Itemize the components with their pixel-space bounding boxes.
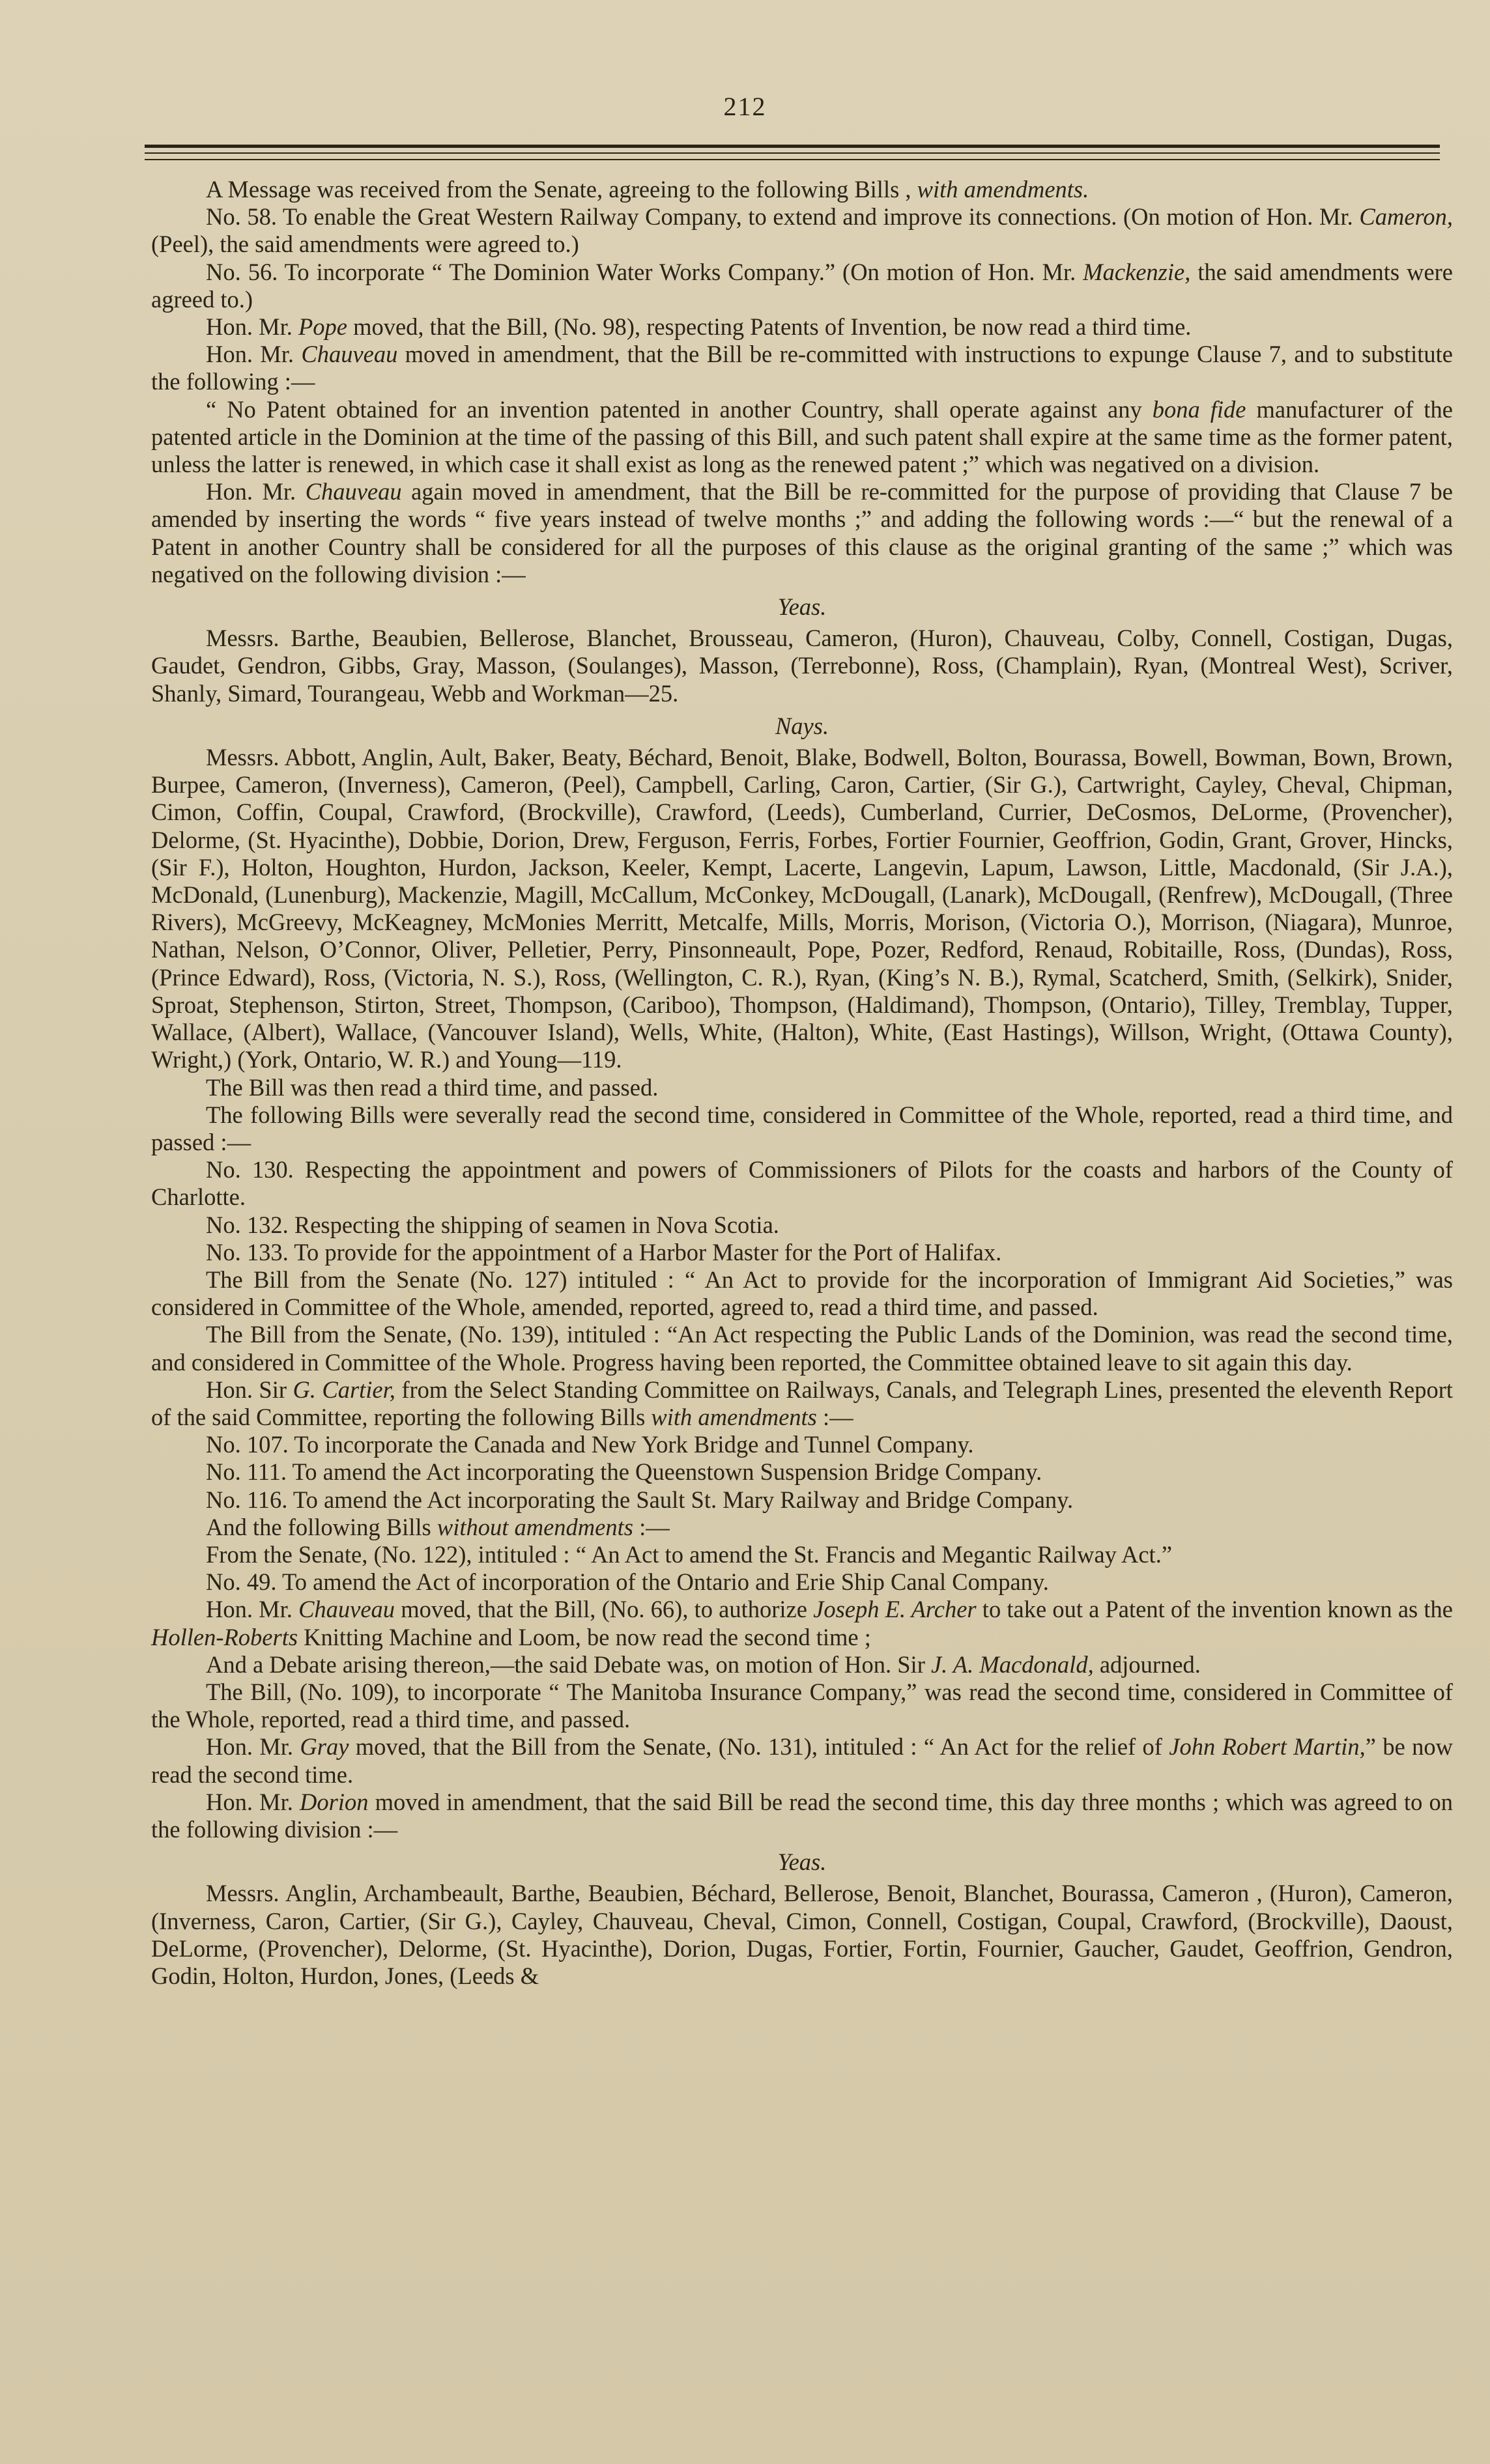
italic-text: with amendments. <box>917 176 1089 203</box>
text-run: And the following Bills <box>206 1513 437 1540</box>
italic-text: without amendments <box>437 1513 633 1540</box>
member-list <box>151 1880 1453 1990</box>
paragraph <box>151 1074 1453 1101</box>
paragraph <box>151 1431 1453 1458</box>
text-run: :— <box>816 1403 853 1430</box>
text-run: Hon. Mr. <box>206 478 306 505</box>
text-run: (Peel), the said amendments were agreed to.) <box>151 231 579 258</box>
italic-text: G. Cartier, <box>293 1376 395 1403</box>
text-run: ” be now read the second time. <box>151 1733 1454 1788</box>
journal-text <box>151 176 1453 1990</box>
header-rule-thin-lower <box>145 159 1440 160</box>
text-run: from the Select Standing Committee on Railways, Canals, and Telegraph Lines, presented the eleventh Report of the said Committee, reporting the following Bills <box>151 1376 1453 1430</box>
division-heading <box>151 713 1453 740</box>
text-run: Hon. Sir <box>206 1376 293 1403</box>
division-heading <box>151 1848 1453 1876</box>
paragraph <box>151 1376 1453 1431</box>
text-run: Messrs. Anglin, Archambeault, Barthe, Beaubien, Béchard, Bellerose, Benoit, Blanchet, Bourassa, Cameron , (Huron), Cameron, (Inverness, Caron, Cartier, (Sir G.), Cayley, Chauveau, Cheval, Cimon, Connell, Costigan, Coupal, Crawford, (Brockville), Daoust, DeLorme, (Provencher), Delorme, (St. Hyacinthe), Dorion, Dugas, Fortier, Fortin, Fournier, Gaucher, Gaudet, Geoffrion, Gendron, Godin, Holton, Hurdon, Jones, (Leeds & <box>151 1880 1453 1989</box>
paragraph <box>151 1266 1453 1321</box>
italic-text: Chauveau <box>301 341 398 368</box>
paragraph <box>151 259 1453 313</box>
text-run: The Bill, (No. 109), to incorporate “ The Manitoba Insurance Company,” was read the second time, considered in Committee of the Whole, reported, read a third time, and passed. <box>151 1678 1453 1733</box>
text-run: No. 132. Respecting the shipping of seamen in Nova Scotia. <box>206 1211 779 1238</box>
paragraph <box>151 1596 1453 1650</box>
text-run: moved in amendment, that the said Bill be read the second time, this day three months ; which was agreed to on the following division :— <box>151 1788 1453 1843</box>
text-run: No. 49. To amend the Act of incorporation of the Ontario and Erie Ship Canal Company. <box>206 1568 1049 1596</box>
header-rule-thick <box>145 145 1440 148</box>
paragraph <box>151 1486 1453 1514</box>
paragraph <box>151 1458 1453 1486</box>
text-run: moved, that the Bill, (No. 66), to authorize <box>395 1596 814 1623</box>
italic-text: with amendments <box>651 1403 817 1430</box>
text-run: moved in amendment, that the Bill be re-committed with instructions to expunge Clause 7, and to substitute the following :— <box>151 341 1453 395</box>
division-heading <box>151 593 1453 621</box>
text-run: Messrs. Barthe, Beaubien, Bellerose, Blanchet, Brousseau, Cameron, (Huron), Chauveau, Colby, Connell, Costigan, Dugas, Gaudet, Gendron, Gibbs, Gray, Masson, (Soulanges), Masson, (Terrebonne), Ross, (Champlain), Ryan, (Montreal West), Scriver, Shanly, Simard, Tourangeau, Webb and Workman—25. <box>151 625 1453 707</box>
text-run: to take out a Patent of the invention known as the <box>976 1596 1454 1623</box>
text-run: Messrs. Abbott, Anglin, Ault, Baker, Beaty, Béchard, Benoit, Blake, Bodwell, Bolton, Bourassa, Bowell, Bowman, Bown, Brown, Burpee, Cameron, (Inverness), Cameron, (Peel), Campbell, Carling, Caron, Cartier, (Sir G.), Cartwright, Cayley, Cheval, Chipman, Cimon, Coffin, Coupal, Crawford, (Brockville), Crawford, (Leeds), Cumberland, Currier, DeCosmos, DeLorme, (Provencher), Delorme, (St. Hyacinthe), Dobbie, Dorion, Drew, Ferguson, Ferris, Forbes, Fortier Fournier, Geoffrion, Godin, Grant, Grover, Hincks, (Sir F.), Holton, Houghton, Hurdon, Jackson, Keeler, Kempt, Lacerte, Langevin, Lapum, Lawson, Little, Macdonald, (Sir J.A.), McDonald, (Lunenburg), Mackenzie, Magill, McCallum, McConkey, McDougall, (Lanark), McDougall, (Renfrew), McDougall, (Three Rivers), McGreevy, McKeagney, McMonies Merritt, Metcalfe, Mills, Morris, Morison, (Victoria O.), Morrison, (Niagara), Munroe, Nathan, Nelson, O’Connor, Oliver, Pelletier, Perry, Pinsonneault, Pope, Pozer, Redford, Renaud, Robitaille, Ross, (Dundas), Ross, (Prince Edward), Ross, (Victoria, N. S.), Ross, (Wellington, C. R.), Ryan, (King’s N. B.), Rymal, Scatcherd, Smith, (Selkirk), Snider, Sproat, Stephenson, Stirton, Street, Thompson, (Cariboo), Thompson, (Haldimand), Thompson, (Ontario), Tilley, Tremblay, Tupper, Wallace, (Albert), Wallace, (Vancouver Island), Wells, White, (Halton), White, (East Hastings), Willson, Wright, (Ottawa County), Wright,) (York, Ontario, W. R.) and Young—119. <box>151 744 1453 1073</box>
paragraph <box>151 478 1453 588</box>
paragraph <box>151 341 1453 395</box>
text-run: Hon. Mr. <box>206 313 298 341</box>
text-run: Yeas. <box>777 593 827 621</box>
text-run: No. 107. To incorporate the Canada and New York Bridge and Tunnel Company. <box>206 1431 974 1458</box>
text-run: No. 116. To amend the Act incorporating the Sault St. Mary Railway and Bridge Company. <box>206 1486 1074 1513</box>
italic-text: Joseph E. Archer <box>813 1596 977 1623</box>
header-rule-thin <box>145 152 1440 154</box>
paragraph <box>151 1678 1453 1733</box>
member-list <box>151 625 1453 707</box>
paragraph <box>151 1651 1453 1678</box>
text-run: From the Senate, (No. 122), intituled : “ An Act to amend the St. Francis and Megantic Railway Act.” <box>206 1540 1173 1568</box>
quoted-clause <box>151 396 1453 479</box>
text-run: Hon. Mr. <box>206 341 302 368</box>
text-run: manufacturer of the patented article in the Dominion at the time of the passing of this Bill, and such patent shall expire at the same time as the former patent, unless the latter is renewed, in which case it shall exist as long as the renewed patent ;” which was negatived on a division. <box>151 395 1453 478</box>
italic-text: Pope <box>298 313 347 341</box>
italic-text: Cameron, <box>1359 203 1453 231</box>
text-run: Yeas. <box>777 1848 827 1876</box>
text-run: Hon. Mr. <box>206 1733 300 1761</box>
italic-text: Mackenzie, <box>1083 258 1191 285</box>
paragraph <box>151 1156 1453 1211</box>
paragraph <box>151 203 1453 258</box>
text-run: Knitting Machine and Loom, be now read the second time ; <box>298 1623 871 1650</box>
text-run: adjourned. <box>1093 1650 1201 1678</box>
italic-text: Chauveau <box>298 1596 395 1623</box>
text-run: The Bill from the Senate (No. 127) intituled : “ An Act to provide for the incorporation of Immigrant Aid Societies,” was considered in Committee of the Whole, amended, reported, agreed to, read a third time, and passed. <box>151 1266 1453 1321</box>
page-number: 212 <box>723 92 767 121</box>
paragraph <box>151 1789 1453 1843</box>
text-run: :— <box>633 1513 670 1540</box>
paragraph <box>151 1733 1453 1788</box>
italic-text: Chauveau <box>305 478 402 505</box>
paragraph <box>151 176 1453 203</box>
text-run: again moved in amendment, that the Bill be re-committed for the purpose of providing that Clause 7 be amended by inserting the words “ five years instead of twelve months ;” and adding the following words :—“ but the renewal of a Patent in another Country shall be considered for all the purposes of this clause as the original granting of the same ;” which was negatived on the following division :— <box>151 478 1453 588</box>
italic-text: John Robert Martin, <box>1169 1733 1366 1761</box>
text-run: The Bill was then read a third time, and passed. <box>206 1073 659 1101</box>
text-run: The Bill from the Senate, (No. 139), intituled : “An Act respecting the Public Lands of the Dominion, was read the second time, and considered in Committee of the Whole. Progress having been reported, the Committee obtained leave to sit again this day. <box>151 1321 1453 1376</box>
text-run: Hon. Mr. <box>206 1596 299 1623</box>
paragraph <box>151 1239 1453 1266</box>
member-list <box>151 744 1453 1073</box>
text-run: moved, that the Bill, (No. 98), respecting Patents of Invention, be now read a third time. <box>347 313 1192 341</box>
text-run: the said amendments were agreed to.) <box>151 258 1454 313</box>
paragraph <box>151 1321 1453 1376</box>
italic-text: Hollen-Roberts <box>151 1623 298 1650</box>
italic-text: Dorion <box>300 1788 369 1815</box>
text-run: And a Debate arising thereon,—the said Debate was, on motion of Hon. Sir <box>206 1650 931 1678</box>
text-run: Hon. Mr. <box>206 1788 300 1815</box>
paragraph <box>151 1568 1453 1596</box>
text-run: The following Bills were severally read the second time, considered in Committee of the Whole, reported, read a third time, and passed :— <box>151 1101 1453 1155</box>
italic-text: Gray <box>300 1733 349 1761</box>
text-run: No. 58. To enable the Great Western Railway Company, to extend and improve its connections. (On motion of Hon. Mr. <box>206 203 1360 231</box>
text-run: Nays. <box>775 712 829 739</box>
text-run: No. 130. Respecting the appointment and powers of Commissioners of Pilots for the coasts and harbors of the County of Charlotte. <box>151 1156 1453 1211</box>
paragraph <box>151 1211 1453 1239</box>
paragraph <box>151 1101 1453 1156</box>
italic-text: bona fide <box>1152 395 1246 423</box>
paragraph <box>151 1541 1453 1568</box>
text-run: “ No Patent obtained for an invention patented in another Country, shall operate against any <box>206 395 1153 423</box>
text-run: A Message was received from the Senate, agreeing to the following Bills , <box>206 176 917 203</box>
paragraph <box>151 1514 1453 1541</box>
italic-text: J. A. Macdonald, <box>930 1650 1094 1678</box>
paragraph <box>151 313 1453 341</box>
text-run: moved, that the Bill from the Senate, (No. 131), intituled : “ An Act for the relief of <box>349 1733 1169 1761</box>
text-run: No. 133. To provide for the appointment of a Harbor Master for the Port of Halifax. <box>206 1238 1002 1266</box>
text-run: No. 111. To amend the Act incorporating the Queenstown Suspension Bridge Company. <box>206 1458 1042 1486</box>
text-run: No. 56. To incorporate “ The Dominion Water Works Company.” (On motion of Hon. Mr. <box>206 258 1083 285</box>
